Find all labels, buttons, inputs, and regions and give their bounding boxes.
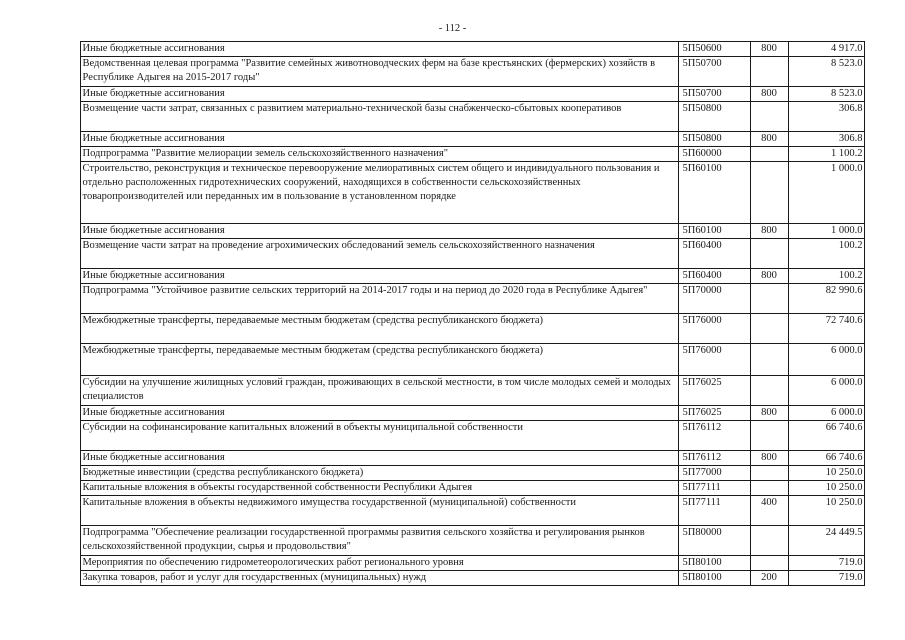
row-stub-cell <box>58 57 80 87</box>
table-row <box>58 42 864 57</box>
row-expense-type-cell: 400 <box>750 496 788 526</box>
row-stub-cell <box>58 147 80 162</box>
row-code-cell: 5П77000 <box>678 466 750 481</box>
row-expense-type-cell <box>750 344 788 376</box>
row-amount-cell: 82 990.6 <box>788 284 864 314</box>
row-code-cell: 5П60100 <box>678 162 750 224</box>
row-name-cell: Ведомственная целевая программа "Развитие семейных животноводческих ферм на базе крестьянских (фермерских) хозяйств в Республике Адыгея на 2015-2017 годы" <box>80 57 678 87</box>
table-row <box>58 224 864 239</box>
row-name-cell: Субсидии на софинансирование капитальных вложений в объекты муниципальной собственности <box>80 421 678 451</box>
row-code-cell: 5П76000 <box>678 314 750 344</box>
table-row <box>58 147 864 162</box>
row-amount-cell: 4 917.0 <box>788 42 864 57</box>
row-expense-type-cell <box>750 526 788 556</box>
row-code-cell: 5П50800 <box>678 102 750 132</box>
row-name-cell: Субсидии на улучшение жилищных условий граждан, проживающих в сельской местности, в том числе молодых семей и молодых специалистов <box>80 376 678 406</box>
row-stub-cell <box>58 102 80 132</box>
row-code-cell: 5П50800 <box>678 132 750 147</box>
row-amount-cell: 719.0 <box>788 571 864 586</box>
row-code-cell: 5П50700 <box>678 57 750 87</box>
row-amount-cell: 72 740.6 <box>788 314 864 344</box>
table-row <box>58 451 864 466</box>
row-expense-type-cell: 800 <box>750 451 788 466</box>
table-row <box>58 571 864 586</box>
row-stub-cell <box>58 87 80 102</box>
row-stub-cell <box>58 224 80 239</box>
row-code-cell: 5П76000 <box>678 344 750 376</box>
row-code-cell: 5П50700 <box>678 87 750 102</box>
row-name-cell: Бюджетные инвестиции (средства республиканского бюджета) <box>80 466 678 481</box>
row-name-cell: Подпрограмма "Развитие мелиорации земель сельскохозяйственного назначения" <box>80 147 678 162</box>
row-name-cell: Подпрограмма "Обеспечение реализации государственной программы развития сельского хозяйства и регулирования рынков сельскохозяйственной продукции, сырья и продовольствия" <box>80 526 678 556</box>
budget-table-container <box>58 41 864 586</box>
row-expense-type-cell: 800 <box>750 132 788 147</box>
row-expense-type-cell <box>750 239 788 269</box>
row-stub-cell <box>58 451 80 466</box>
row-stub-cell <box>58 556 80 571</box>
row-code-cell: 5П77111 <box>678 496 750 526</box>
table-row <box>58 57 864 87</box>
row-expense-type-cell <box>750 481 788 496</box>
row-code-cell: 5П76112 <box>678 451 750 466</box>
row-code-cell: 5П77111 <box>678 481 750 496</box>
row-expense-type-cell: 800 <box>750 406 788 421</box>
table-row <box>58 269 864 284</box>
row-stub-cell <box>58 314 80 344</box>
row-name-cell: Иные бюджетные ассигнования <box>80 132 678 147</box>
row-stub-cell <box>58 526 80 556</box>
row-amount-cell: 24 449.5 <box>788 526 864 556</box>
row-name-cell: Возмещение части затрат на проведение агрохимических обследований земель сельскохозяйственного назначения <box>80 239 678 269</box>
row-code-cell: 5П80100 <box>678 556 750 571</box>
table-row <box>58 406 864 421</box>
table-row <box>58 87 864 102</box>
table-row <box>58 344 864 376</box>
table-row <box>58 162 864 224</box>
row-stub-cell <box>58 284 80 314</box>
row-amount-cell: 66 740.6 <box>788 451 864 466</box>
table-row <box>58 421 864 451</box>
row-expense-type-cell <box>750 102 788 132</box>
table-row <box>58 102 864 132</box>
row-name-cell: Иные бюджетные ассигнования <box>80 224 678 239</box>
row-amount-cell: 306.8 <box>788 102 864 132</box>
row-amount-cell: 719.0 <box>788 556 864 571</box>
row-amount-cell: 306.8 <box>788 132 864 147</box>
row-stub-cell <box>58 239 80 269</box>
row-expense-type-cell <box>750 284 788 314</box>
row-amount-cell: 8 523.0 <box>788 87 864 102</box>
row-name-cell: Иные бюджетные ассигнования <box>80 406 678 421</box>
row-stub-cell <box>58 571 80 586</box>
page-number: - 112 - <box>438 23 467 34</box>
row-code-cell: 5П80100 <box>678 571 750 586</box>
row-stub-cell <box>58 344 80 376</box>
row-name-cell: Подпрограмма "Устойчивое развитие сельских территорий на 2014-2017 годы и на период до 2020 года в Республике Адыгея" <box>80 284 678 314</box>
row-expense-type-cell: 800 <box>750 87 788 102</box>
row-amount-cell: 10 250.0 <box>788 466 864 481</box>
row-name-cell: Иные бюджетные ассигнования <box>80 42 678 57</box>
row-code-cell: 5П76112 <box>678 421 750 451</box>
row-amount-cell: 10 250.0 <box>788 496 864 526</box>
row-code-cell: 5П60100 <box>678 224 750 239</box>
row-amount-cell: 10 250.0 <box>788 481 864 496</box>
row-amount-cell: 1 000.0 <box>788 224 864 239</box>
row-stub-cell <box>58 162 80 224</box>
row-code-cell: 5П60000 <box>678 147 750 162</box>
row-name-cell: Строительство, реконструкция и техническое перевооружение мелиоративных систем общего и индивидуального пользования и отдельно расположенных гидротехнических сооружений, находящихся в собственности сельскохозяйственных товаропроизводителей или переданных им в пользование в установленном порядке <box>80 162 678 224</box>
table-row <box>58 132 864 147</box>
row-expense-type-cell <box>750 421 788 451</box>
row-expense-type-cell <box>750 162 788 224</box>
table-row <box>58 481 864 496</box>
row-amount-cell: 1 100.2 <box>788 147 864 162</box>
row-stub-cell <box>58 421 80 451</box>
row-amount-cell: 6 000.0 <box>788 376 864 406</box>
row-amount-cell: 100.2 <box>788 269 864 284</box>
row-amount-cell: 6 000.0 <box>788 406 864 421</box>
table-row <box>58 314 864 344</box>
row-expense-type-cell: 800 <box>750 269 788 284</box>
row-name-cell: Межбюджетные трансферты, передаваемые местным бюджетам (средства республиканского бюджета) <box>80 314 678 344</box>
row-name-cell: Возмещение части затрат, связанных с развитием материально-технической базы снабженческо-сбытовых кооперативов <box>80 102 678 132</box>
row-expense-type-cell <box>750 466 788 481</box>
row-stub-cell <box>58 466 80 481</box>
row-name-cell: Иные бюджетные ассигнования <box>80 269 678 284</box>
row-code-cell: 5П60400 <box>678 239 750 269</box>
row-code-cell: 5П80000 <box>678 526 750 556</box>
row-amount-cell: 66 740.6 <box>788 421 864 451</box>
table-row <box>58 526 864 556</box>
row-name-cell: Капитальные вложения в объекты государственной собственности Республики Адыгея <box>80 481 678 496</box>
row-expense-type-cell <box>750 314 788 344</box>
row-amount-cell: 8 523.0 <box>788 57 864 87</box>
row-expense-type-cell <box>750 57 788 87</box>
row-code-cell: 5П50600 <box>678 42 750 57</box>
row-stub-cell <box>58 376 80 406</box>
budget-table-body <box>58 42 864 586</box>
row-code-cell: 5П76025 <box>678 406 750 421</box>
row-name-cell: Иные бюджетные ассигнования <box>80 451 678 466</box>
row-amount-cell: 6 000.0 <box>788 344 864 376</box>
row-expense-type-cell <box>750 376 788 406</box>
row-amount-cell: 100.2 <box>788 239 864 269</box>
table-row <box>58 556 864 571</box>
budget-table <box>58 41 865 586</box>
row-stub-cell <box>58 406 80 421</box>
row-name-cell: Межбюджетные трансферты, передаваемые местным бюджетам (средства республиканского бюджета) <box>80 344 678 376</box>
table-row <box>58 496 864 526</box>
row-code-cell: 5П76025 <box>678 376 750 406</box>
table-row <box>58 466 864 481</box>
table-row <box>58 239 864 269</box>
row-expense-type-cell: 200 <box>750 571 788 586</box>
row-stub-cell <box>58 42 80 57</box>
row-amount-cell: 1 000.0 <box>788 162 864 224</box>
row-code-cell: 5П70000 <box>678 284 750 314</box>
row-name-cell: Капитальные вложения в объекты недвижимого имущества государственной (муниципальной) собственности <box>80 496 678 526</box>
row-name-cell: Мероприятия по обеспечению гидрометеорологических работ регионального уровня <box>80 556 678 571</box>
row-expense-type-cell: 800 <box>750 224 788 239</box>
row-stub-cell <box>58 132 80 147</box>
row-stub-cell <box>58 269 80 284</box>
table-row <box>58 284 864 314</box>
row-expense-type-cell <box>750 147 788 162</box>
row-stub-cell <box>58 481 80 496</box>
row-name-cell: Закупка товаров, работ и услуг для государственных (муниципальных) нужд <box>80 571 678 586</box>
row-stub-cell <box>58 496 80 526</box>
row-name-cell: Иные бюджетные ассигнования <box>80 87 678 102</box>
table-row <box>58 376 864 406</box>
row-expense-type-cell <box>750 556 788 571</box>
row-expense-type-cell: 800 <box>750 42 788 57</box>
row-code-cell: 5П60400 <box>678 269 750 284</box>
